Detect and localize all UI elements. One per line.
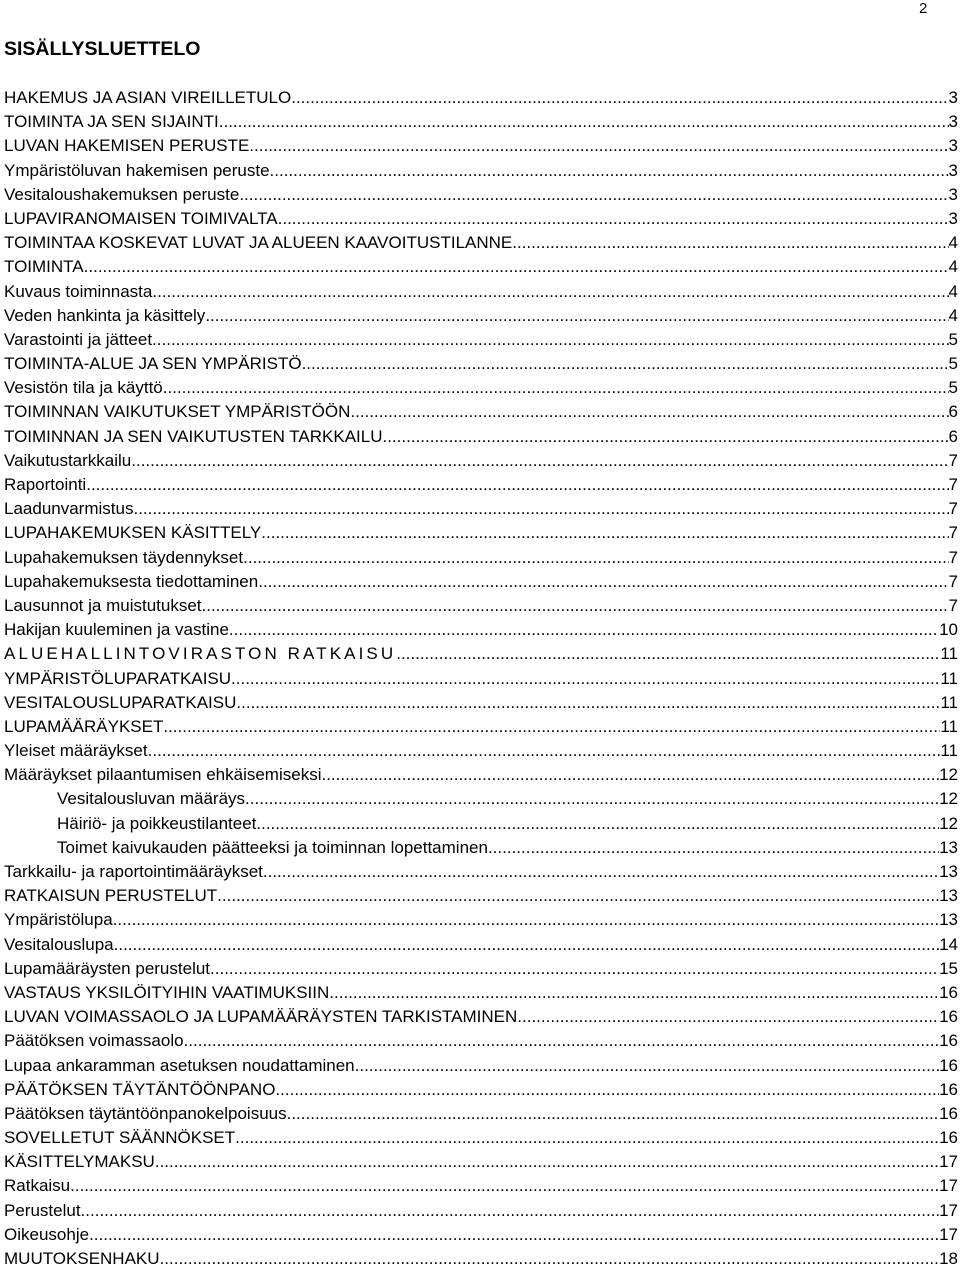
dot-leader	[302, 352, 949, 376]
dot-leader	[114, 933, 939, 957]
toc-entry-page: 3	[948, 136, 958, 156]
toc-entry-page: 3	[948, 88, 958, 107]
toc-entry[interactable]	[4, 521, 958, 545]
dot-leader	[261, 521, 948, 545]
toc-entry-page: 6	[948, 426, 958, 446]
toc-entry-page: 13	[939, 886, 958, 906]
toc-entry[interactable]	[4, 908, 958, 932]
toc-entry-title: LUPAMÄÄRÄYKSET	[4, 716, 164, 736]
toc-entry-title: KÄSITTELYMAKSU	[4, 1152, 155, 1172]
dot-leader	[205, 304, 948, 328]
toc-entry[interactable]	[4, 594, 958, 618]
dot-leader	[249, 134, 948, 158]
toc-entry-page: 5	[948, 354, 958, 374]
toc-entry[interactable]	[4, 618, 958, 642]
dot-leader	[184, 1029, 940, 1053]
toc-entry[interactable]	[4, 352, 958, 376]
dot-leader	[131, 449, 948, 473]
dot-leader	[512, 231, 948, 255]
toc-entry-title: TOIMINNAN VAIKUTUKSET YMPÄRISTÖÖN	[4, 402, 351, 422]
dot-leader	[236, 691, 940, 715]
dot-leader	[517, 1005, 939, 1029]
dot-leader	[148, 739, 941, 763]
toc-entry-title: Kuvaus toiminnasta	[4, 281, 153, 301]
toc-entry-page: 3	[948, 208, 958, 228]
toc-entry-page: 7	[948, 595, 958, 615]
toc-entry-page: 17	[939, 1224, 958, 1244]
toc-entry-page: 11	[940, 644, 958, 664]
toc-entry-title: Lausunnot ja muistutukset	[4, 595, 202, 615]
toc-entry-title: TOIMINTAA KOSKEVAT LUVAT JA ALUEEN KAAVOITUSTILANNE	[4, 233, 513, 253]
toc-entry[interactable]	[4, 1223, 958, 1247]
toc-entry-title: Lupaa ankaramman asetuksen noudattaminen	[4, 1055, 355, 1075]
toc-entry-page: 3	[948, 160, 958, 180]
toc-entry[interactable]	[4, 86, 958, 110]
dot-leader	[355, 1054, 939, 1078]
toc-entry[interactable]	[4, 1126, 958, 1150]
dot-leader	[396, 642, 940, 666]
toc-entry-page: 12	[939, 789, 958, 809]
dot-leader	[70, 1174, 939, 1198]
toc-entry-title: Vesitalousluvan määräys	[57, 789, 246, 809]
page-title: SISÄLLYSLUETTELO	[4, 38, 201, 60]
dot-leader	[152, 280, 948, 304]
toc-entry-title: Häiriö- ja poikkeustilanteet	[57, 813, 257, 833]
toc-entry[interactable]	[4, 400, 958, 424]
toc-entry[interactable]	[4, 1174, 958, 1198]
dot-leader	[217, 884, 939, 908]
toc-entry[interactable]	[4, 1029, 958, 1053]
dot-leader	[382, 425, 948, 449]
dot-leader	[163, 715, 940, 739]
toc-entry-title: Lupamääräysten perustelut	[4, 958, 211, 978]
toc-entry-page: 7	[948, 499, 958, 519]
toc-entry-page: 4	[948, 305, 958, 325]
dot-leader	[210, 957, 939, 981]
toc-entry-page: 4	[948, 281, 958, 301]
toc-entry-page: 16	[939, 982, 958, 1002]
dot-leader	[86, 473, 948, 497]
toc-entry[interactable]	[4, 207, 958, 231]
toc-entry-title: Hakijan kuuleminen ja vastine	[4, 620, 229, 640]
toc-entry[interactable]	[4, 1005, 958, 1029]
toc-entry-page: 3	[948, 112, 958, 132]
toc-entry-title: Vesistön tila ja käyttö	[4, 378, 163, 398]
toc-entry[interactable]	[4, 812, 958, 836]
toc-entry[interactable]	[4, 1054, 958, 1078]
dot-leader	[160, 1247, 940, 1271]
toc-entry-title: Tarkkailu- ja raportointimääräykset	[4, 862, 263, 881]
table-of-contents	[4, 86, 958, 1271]
dot-leader	[263, 860, 939, 884]
toc-entry[interactable]	[4, 1150, 958, 1174]
toc-entry[interactable]	[4, 449, 958, 473]
toc-entry-page: 16	[939, 1031, 958, 1051]
toc-entry-page: 4	[948, 233, 958, 253]
toc-entry-page: 5	[948, 329, 958, 349]
toc-entry[interactable]	[4, 642, 958, 666]
toc-entry[interactable]	[4, 787, 958, 811]
toc-entry-page: 16	[939, 1055, 958, 1075]
toc-entry-title: MUUTOKSENHAKU	[4, 1249, 160, 1268]
dot-leader	[231, 667, 940, 691]
toc-entry-page: 11	[940, 716, 958, 736]
toc-entry-title: Oikeusohje	[4, 1224, 90, 1244]
toc-entry-title: Ympäristöluvan hakemisen peruste	[4, 160, 270, 180]
toc-entry-title: Vaikutustarkkailu	[4, 450, 132, 470]
dot-leader	[350, 400, 948, 424]
dot-leader	[219, 110, 949, 134]
toc-entry-title: PÄÄTÖKSEN TÄYTÄNTÖÖNPANO	[4, 1079, 276, 1099]
toc-entry-title: Lupahakemuksesta tiedottaminen	[4, 571, 259, 591]
toc-entry-title: TOIMINNAN JA SEN VAIKUTUSTEN TARKKAILU	[4, 426, 383, 446]
dot-leader	[275, 1078, 939, 1102]
toc-entry-title: Määräykset pilaantumisen ehkäisemiseksi	[4, 765, 322, 785]
toc-entry-page: 6	[948, 402, 958, 422]
toc-entry[interactable]	[4, 304, 958, 328]
toc-entry-title: TOIMINTA-ALUE JA SEN YMPÄRISTÖ	[4, 354, 302, 374]
toc-entry-page: 11	[940, 692, 958, 712]
dot-leader	[256, 812, 939, 836]
toc-entry-title: Päätöksen voimassaolo	[4, 1031, 184, 1051]
toc-entry[interactable]	[4, 546, 958, 570]
toc-entry-title: TOIMINTA	[4, 257, 84, 277]
toc-entry-title: LUPAHAKEMUKSEN KÄSITTELY	[4, 523, 262, 543]
toc-entry-page: 11	[940, 741, 958, 761]
toc-entry-page: 7	[948, 523, 958, 543]
dot-leader	[81, 1199, 940, 1223]
toc-entry-page: 16	[939, 1128, 958, 1148]
toc-entry[interactable]	[4, 134, 958, 158]
dot-leader	[278, 207, 949, 231]
toc-entry[interactable]	[4, 860, 958, 884]
toc-entry[interactable]	[4, 1247, 958, 1271]
toc-entry-title: VESITALOUSLUPARATKAISU	[4, 692, 237, 712]
toc-entry-title: LUVAN VOIMASSAOLO JA LUPAMÄÄRÄYSTEN TARKISTAMINEN	[4, 1007, 518, 1027]
toc-entry-title: Laadunvarmistus	[4, 499, 134, 519]
toc-entry-title: RATKAISUN PERUSTELUT	[4, 886, 218, 906]
toc-entry[interactable]	[4, 957, 958, 981]
toc-entry-title: YMPÄRISTÖLUPARATKAISU	[4, 668, 232, 688]
dot-leader	[329, 981, 939, 1005]
toc-entry-title: Yleiset määräykset	[4, 741, 148, 761]
toc-entry[interactable]	[4, 231, 958, 255]
toc-entry-title: HAKEMUS JA ASIAN VIREILLETULO	[4, 88, 292, 107]
toc-entry-title: Ratkaisu	[4, 1176, 71, 1196]
toc-entry-page: 14	[939, 934, 958, 954]
toc-entry[interactable]	[4, 183, 958, 207]
toc-entry[interactable]	[4, 884, 958, 908]
toc-entry[interactable]	[4, 473, 958, 497]
dot-leader	[113, 908, 939, 932]
dot-leader	[258, 570, 948, 594]
toc-entry-title: Varastointi ja jätteet	[4, 329, 153, 349]
dot-leader	[152, 328, 948, 352]
toc-entry-page: 12	[939, 813, 958, 833]
toc-entry-title: VASTAUS YKSILÖITYIHIN VAATIMUKSIIN	[4, 982, 330, 1002]
toc-entry[interactable]	[4, 110, 958, 134]
toc-entry-page: 15	[939, 958, 958, 978]
dot-leader	[133, 497, 948, 521]
dot-leader	[89, 1223, 939, 1247]
dot-leader	[243, 546, 948, 570]
dot-leader	[229, 618, 939, 642]
toc-entry-title: SOVELLETUT SÄÄNNÖKSET	[4, 1128, 236, 1148]
toc-entry-title: LUPAVIRANOMAISEN TOIMIVALTA	[4, 208, 278, 228]
toc-entry-page: 17	[939, 1176, 958, 1196]
toc-entry[interactable]	[4, 1102, 958, 1126]
toc-entry[interactable]	[4, 739, 958, 763]
toc-entry-page: 17	[939, 1152, 958, 1172]
dot-leader	[291, 86, 948, 110]
toc-entry-title: Päätöksen täytäntöönpanokelpoisuus	[4, 1103, 287, 1123]
toc-entry[interactable]	[4, 715, 958, 739]
dot-leader	[270, 159, 949, 183]
toc-entry[interactable]	[4, 255, 958, 279]
toc-entry-title: LUVAN HAKEMISEN PERUSTE	[4, 136, 250, 156]
toc-entry-page: 7	[948, 571, 958, 591]
toc-entry[interactable]	[4, 570, 958, 594]
dot-leader	[235, 1126, 939, 1150]
toc-entry-page: 13	[939, 910, 958, 930]
toc-entry[interactable]	[4, 763, 958, 787]
toc-entry-page: 7	[948, 547, 958, 567]
toc-entry[interactable]	[4, 1199, 958, 1223]
toc-entry-page: 7	[948, 475, 958, 494]
dot-leader	[488, 836, 939, 860]
toc-entry-title: Veden hankinta ja käsittely	[4, 305, 206, 325]
toc-entry[interactable]	[4, 691, 958, 715]
toc-entry-page: 10	[939, 620, 958, 640]
dot-leader	[321, 763, 939, 787]
page-number: 2	[919, 0, 928, 17]
dot-leader	[155, 1150, 939, 1174]
toc-entry-page: 5	[948, 378, 958, 398]
toc-entry-page: 17	[939, 1200, 958, 1220]
dot-leader	[84, 255, 949, 279]
toc-entry-title: Toimet kaivukauden päätteeksi ja toiminnan lopettaminen	[57, 837, 488, 857]
toc-entry[interactable]	[4, 425, 958, 449]
toc-entry-title: ALUEHALLINTOVIRASTON RATKAISU	[4, 644, 397, 664]
toc-entry[interactable]	[4, 328, 958, 352]
toc-entry[interactable]	[4, 376, 958, 400]
dot-leader	[163, 376, 949, 400]
toc-entry-page: 16	[939, 1103, 958, 1123]
toc-entry-page: 4	[948, 257, 958, 277]
toc-entry-page: 13	[939, 862, 958, 881]
toc-entry[interactable]	[4, 933, 958, 957]
toc-entry-page: 16	[939, 1079, 958, 1099]
toc-entry-title: Vesitaloushakemuksen peruste	[4, 184, 240, 204]
dot-leader	[287, 1102, 939, 1126]
toc-entry-page: 18	[939, 1249, 958, 1268]
toc-entry[interactable]	[4, 280, 958, 304]
toc-entry-page: 7	[948, 450, 958, 470]
toc-entry-page: 16	[939, 1007, 958, 1027]
toc-entry[interactable]	[4, 981, 958, 1005]
toc-entry-title: Vesitalouslupa	[4, 934, 114, 954]
toc-entry-title: Ympäristölupa	[4, 910, 113, 930]
dot-leader	[202, 594, 949, 618]
toc-entry-title: Raportointi	[4, 475, 87, 494]
toc-entry-page: 3	[948, 184, 958, 204]
toc-entry[interactable]	[4, 1078, 958, 1102]
toc-entry-page: 12	[939, 765, 958, 785]
toc-entry-title: TOIMINTA JA SEN SIJAINTI	[4, 112, 219, 132]
toc-entry[interactable]	[4, 497, 958, 521]
dot-leader	[245, 787, 939, 811]
toc-entry-page: 11	[940, 668, 958, 688]
toc-entry-page: 13	[939, 837, 958, 857]
toc-entry-title: Perustelut	[4, 1200, 81, 1220]
toc-entry[interactable]	[4, 667, 958, 691]
toc-entry-title: Lupahakemuksen täydennykset	[4, 547, 244, 567]
dot-leader	[239, 183, 948, 207]
toc-entry[interactable]	[4, 159, 958, 183]
toc-entry[interactable]	[4, 836, 958, 860]
